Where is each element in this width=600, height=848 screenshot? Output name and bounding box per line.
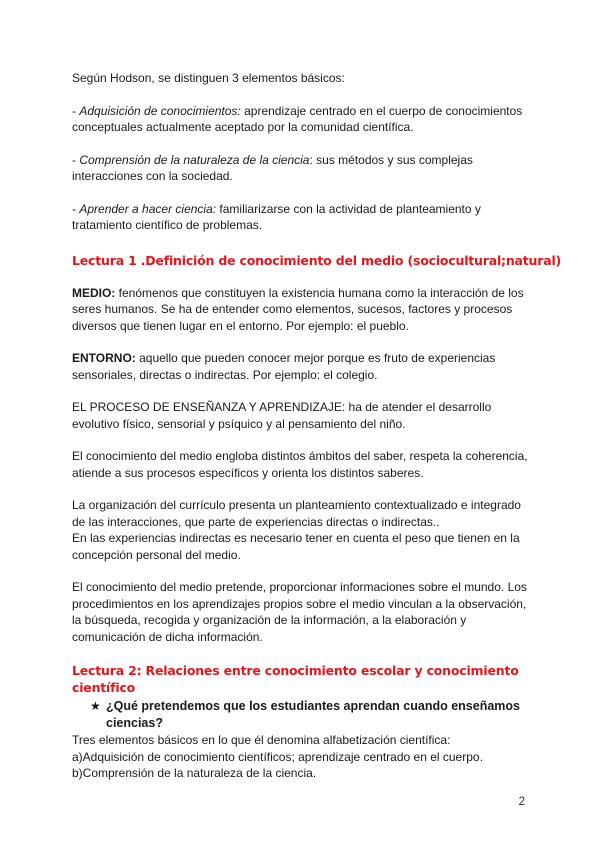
medio-definition: MEDIO: fenómenos que constituyen la existencia humana como la interacción de los seres humanos. Se ha de entender como elementos, sucesos, factores y procesos diversos que tienen lugar en el entorno. Por ejemplo: el pueblo. [72, 285, 524, 333]
question-text: ¿Qué pretendemos que los estudiantes aprendan cuando enseñamos ciencias? [106, 699, 520, 730]
alfabetizacion-line: Tres elementos básicos en lo que él denomina alfabetización científica: [72, 733, 451, 747]
lectura2-heading: Lectura 2: Relaciones entre conocimiento escolar y conocimiento científico [72, 663, 519, 695]
question-bullet [90, 698, 534, 732]
star-icon: ★ [90, 699, 101, 713]
proceso-paragraph: EL PROCESO DE ENSEÑANZA Y APRENDIZAJE: ha de atender el desarrollo evolutivo físico, sensorial y psíquico y al pensamiento del niño. [72, 400, 492, 431]
page-number: 2 [518, 796, 525, 808]
indirectas-paragraph: En las experiencias indirectas es necesario tener en cuenta el peso que tienen en la concepción personal del medio. [72, 531, 520, 562]
element-term: Comprensión de la naturaleza de la ciencia [79, 152, 310, 167]
element-aprender: - Aprender a hacer ciencia: familiarizarse con la actividad de planteamiento y tratamiento científico de problemas. [72, 201, 481, 232]
element-term: Adquisición de conocimientos: [79, 103, 241, 118]
element-adquisicion: - Adquisición de conocimientos: aprendizaje centrado en el cuerpo de conocimientos conceptuales actualmente aceptado por la comunidad científica. [72, 103, 523, 134]
entorno-term: ENTORNO: [72, 351, 136, 365]
adquisicion-line: a)Adquisición de conocimiento científicos; aprendizaje centrado en el cuerpo. [72, 749, 483, 764]
element-term: Aprender a hacer ciencia: [79, 201, 217, 216]
entorno-definition: ENTORNO: aquello que pueden conocer mejor porque es fruto de experiencias sensoriales, directas o indirectas. Por ejemplo: el colegio. [72, 351, 496, 382]
engloba-paragraph: El conocimiento del medio engloba distintos ámbitos del saber, respeta la coherencia, atiende a sus procesos específicos y orienta los distintos saberes. [72, 449, 528, 480]
lectura1-heading: Lectura 1 .Definición de conocimiento del medio (sociocultural;natural) [72, 252, 562, 268]
organizacion-paragraph: La organización del currículo presenta un planteamiento contextualizado e integrado de las interacciones, que parte de experiencias directas o indirectas.. [72, 498, 521, 529]
element-comprension: - Comprensión de la naturaleza de la ciencia: sus métodos y sus complejas interacciones con la sociedad. [72, 152, 473, 183]
medio-term: MEDIO: [72, 285, 116, 300]
pretende-paragraph: El conocimiento del medio pretende, proporcionar informaciones sobre el mundo. Los procedimientos en los aprendizajes propios sobre el medio vinculan a la observación, la búsqueda, recogida y organización de la información, a la elaboración y comunicación de dicha información. [72, 580, 527, 644]
comprension-line: b)Comprensión de la naturaleza de la ciencia. [72, 766, 317, 780]
intro-paragraph: Según Hodson, se distinguen 3 elementos básicos: [72, 71, 345, 85]
page-content [72, 70, 562, 782]
